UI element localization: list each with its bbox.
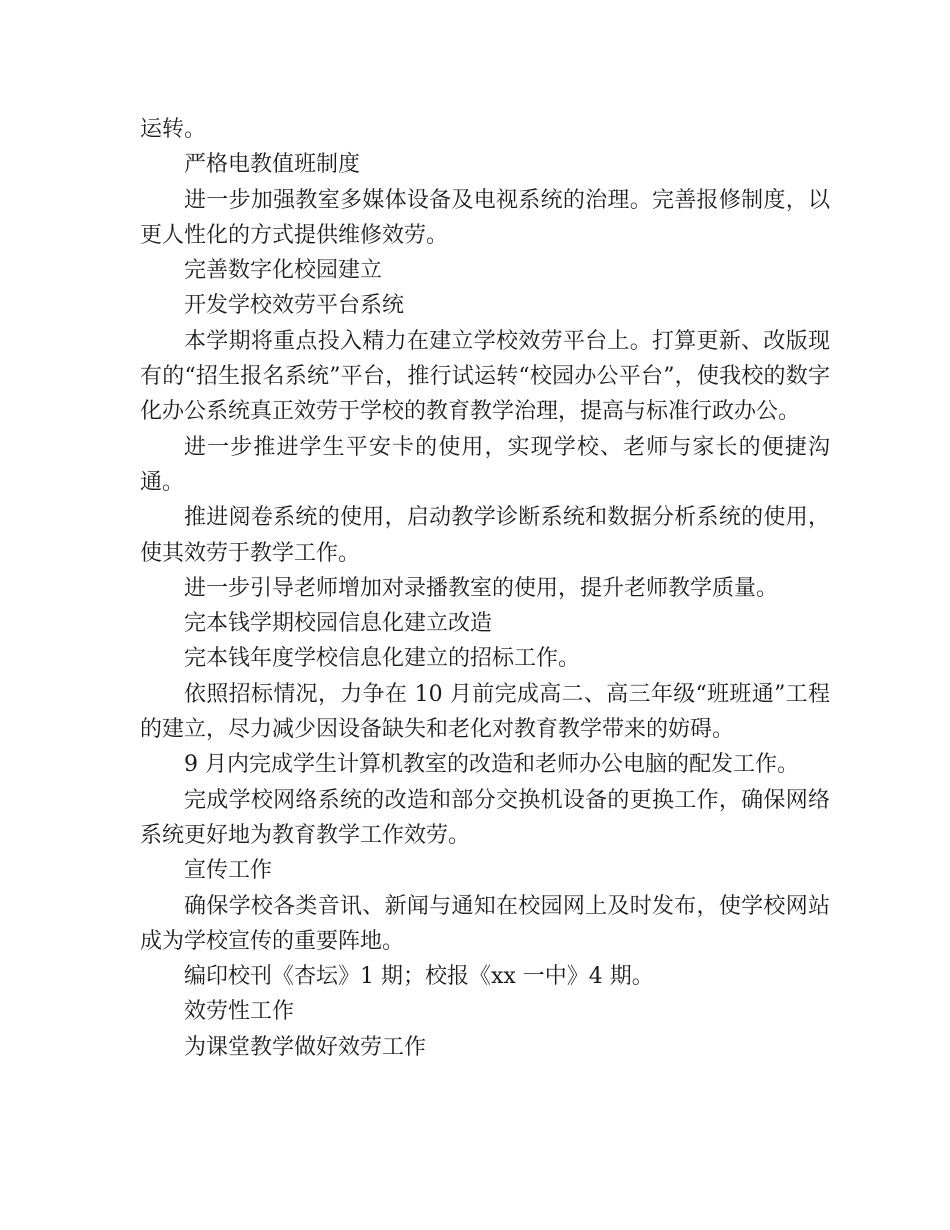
paragraph: 进一步引导老师增加对录播教室的使用，提升老师教学质量。 bbox=[184, 575, 779, 601]
paragraph: 确保学校各类音讯、新闻与通知在校园网上及时发布，使学校网站成为学校宣传的重要阵地。 bbox=[140, 893, 830, 954]
paragraph: 完本钱年度学校信息化建立的招标工作。 bbox=[184, 646, 581, 672]
paragraph: 进一步加强教室多媒体设备及电视系统的治理。完善报修制度，以更人性化的方式提供维修效劳。 bbox=[140, 187, 830, 248]
paragraph: 9 月内完成学生计算机教室的改造和老师办公电脑的配发工作。 bbox=[184, 752, 799, 778]
section-heading: 完本钱学期校园信息化建立改造 bbox=[184, 611, 493, 637]
paragraph: 依照招标情况，力争在 10 月前完成高二、高三年级“班班通”工程的建立，尽力减少因设备缺失和老化对教育教学带来的妨碍。 bbox=[140, 681, 830, 743]
section-heading: 完善数字化校园建立 bbox=[184, 258, 383, 284]
paragraph: 运转。 bbox=[140, 117, 207, 142]
section-heading: 为课堂教学做好效劳工作 bbox=[184, 1034, 427, 1060]
paragraph: 本学期将重点投入精力在建立学校效劳平台上。打算更新、改版现有的“招生报名系统”平台，推行试运转“校园办公平台”，使我校的数字化办公系统真正效劳于学校的教育教学治理，提高与标准行政办公。 bbox=[140, 328, 830, 425]
document-body bbox=[140, 112, 830, 1065]
section-heading: 开发学校效劳平台系统 bbox=[184, 293, 405, 319]
paragraph: 进一步推进学生平安卡的使用，实现学校、老师与家长的便捷沟通。 bbox=[140, 434, 830, 495]
paragraph: 完成学校网络系统的改造和部分交换机设备的更换工作，确保网络系统更好地为教育教学工作效劳。 bbox=[140, 787, 830, 848]
section-heading: 宣传工作 bbox=[184, 858, 273, 884]
section-heading: 效劳性工作 bbox=[184, 999, 295, 1025]
paragraph: 编印校刊《杏坛》1 期；校报《xx 一中》4 期。 bbox=[184, 964, 654, 990]
paragraph: 推进阅卷系统的使用，启动教学诊断系统和数据分析系统的使用，使其效劳于教学工作。 bbox=[140, 505, 830, 566]
section-heading: 严格电教值班制度 bbox=[184, 152, 361, 178]
